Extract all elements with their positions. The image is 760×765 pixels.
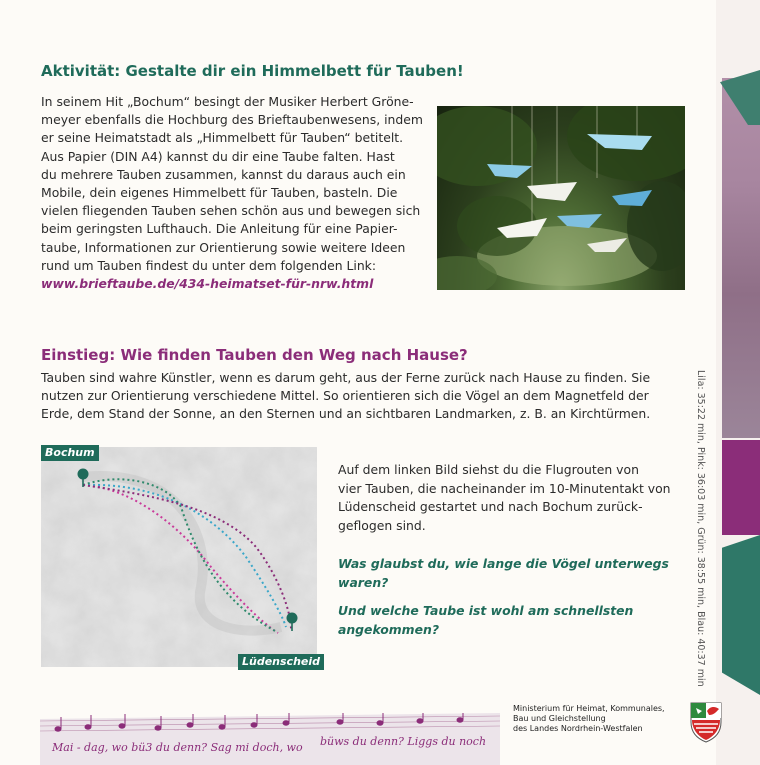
task-text bbox=[338, 461, 678, 535]
text-line: vier Tauben, die nacheinander im 10-Minutentakt von bbox=[338, 480, 671, 496]
side-band-photo bbox=[722, 78, 760, 438]
paper-dove-mobile-photo bbox=[437, 106, 685, 290]
lyrics-left: Mai - dag, wo bü3 du denn? Sag mi doch, wo bbox=[52, 741, 303, 754]
text-line: Bau und Gleichstellung bbox=[513, 714, 606, 724]
text-line: beim geringsten Lufthauch. Die Anleitung für eine Papier- bbox=[41, 221, 398, 237]
brieftaube-link[interactable]: www.brieftaube.de/434-heimatset-für-nrw.html bbox=[41, 276, 374, 292]
text-line: nutzen zur Orientierung verschiedene Mittel. So orientieren sich die Vögel an dem Magnetfeld der bbox=[41, 388, 649, 404]
ministry-name bbox=[513, 704, 665, 735]
text-line: angekommen? bbox=[338, 621, 440, 637]
text-line: Ministerium für Heimat, Kommunales, bbox=[513, 704, 665, 713]
text-line: du mehrere Tauben zusammen, kannst du daraus auch ein bbox=[41, 166, 406, 182]
luedenscheid-label: Lüdenscheid bbox=[238, 654, 324, 670]
text-line: Was glaubst du, wie lange die Vögel unterwegs bbox=[338, 556, 669, 571]
text-line: Tauben sind wahre Künstler, wenn es darum geht, aus der Ferne zurück nach Hause zu finden. Sie bbox=[41, 370, 651, 385]
text-line: Aus Papier (DIN A4) kannst du dir eine Taube falten. Hast bbox=[41, 148, 395, 164]
text-line: er seine Heimatstadt als „Himmelbett für Tauben“ betitelt. bbox=[41, 130, 404, 146]
text-line: Erde, dem Stand der Sonne, an den Sternen und an sichtbaren Landmarken, z. B. an Kirchtürmen. bbox=[41, 406, 651, 422]
side-band-green-shape-bottom bbox=[722, 535, 760, 695]
answer-key-note: Lila: 35:22 min, Pink: 36:03 min, Grün: 38:55 min, Blau: 40:37 min bbox=[695, 370, 706, 687]
intro-heading: Einstieg: Wie finden Tauben den Weg nach Hause? bbox=[41, 346, 468, 364]
text-line: Und welche Taube ist wohl am schnellsten bbox=[338, 603, 634, 618]
question-duration bbox=[338, 555, 678, 592]
lyrics-right: büws du denn? Liggs du noch bbox=[320, 735, 487, 748]
bochum-label: Bochum bbox=[41, 445, 99, 461]
text-line: taube, Informationen zur Orientierung sowie weitere Ideen bbox=[41, 239, 406, 255]
text-line: Mobile, dein eigenes Himmelbett für Tauben, basteln. Die bbox=[41, 185, 398, 201]
text-line: rund um Tauben findest du unter dem folgenden Link: bbox=[41, 257, 377, 273]
side-band-magenta-shape bbox=[722, 440, 760, 535]
text-line: geflogen sind. bbox=[338, 517, 426, 533]
text-line: vielen fliegenden Tauben sehen schön aus und bewegen sich bbox=[41, 203, 421, 219]
intro-text bbox=[41, 369, 681, 424]
flight-route-map bbox=[41, 447, 317, 667]
nrw-coat-of-arms-icon bbox=[688, 700, 724, 744]
text-line: In seinem Hit „Bochum“ besingt der Musiker Herbert Gröne- bbox=[41, 94, 414, 109]
activity-text bbox=[41, 93, 433, 293]
question-fastest bbox=[338, 602, 678, 639]
text-line: Lüdenscheid gestartet und nach Bochum zurück- bbox=[338, 499, 643, 515]
text-line: des Landes Nordrhein-Westfalen bbox=[513, 724, 643, 734]
text-line: Auf dem linken Bild siehst du die Flugrouten von bbox=[338, 462, 639, 477]
text-line: waren? bbox=[338, 574, 389, 590]
text-line: meyer ebenfalls die Hochburg des Brieftaubenwesens, indem bbox=[41, 112, 423, 128]
activity-heading: Aktivität: Gestalte dir ein Himmelbett für Tauben! bbox=[41, 62, 464, 80]
